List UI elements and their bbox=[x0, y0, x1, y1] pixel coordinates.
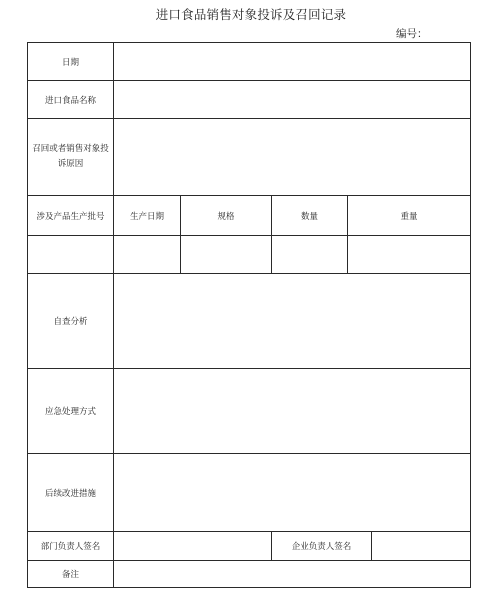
food-name-row bbox=[28, 81, 471, 119]
quantity-field[interactable] bbox=[272, 236, 348, 274]
remarks-row bbox=[28, 561, 471, 588]
food-name-field[interactable] bbox=[114, 81, 471, 119]
emergency-handling-field[interactable] bbox=[114, 369, 471, 454]
self-check-label: 自查分析 bbox=[28, 274, 114, 369]
food-name-label: 进口食品名称 bbox=[28, 81, 114, 119]
complaint-reason-field[interactable] bbox=[114, 119, 471, 196]
batch-label: 涉及产品生产批号 bbox=[28, 196, 114, 236]
complaint-reason-label: 召回或者销售对象投诉原因 bbox=[32, 144, 109, 169]
column-header-quantity: 数量 bbox=[272, 196, 348, 236]
emergency-row bbox=[28, 369, 471, 454]
company-head-signature-field[interactable] bbox=[372, 532, 471, 561]
production-date-field[interactable] bbox=[114, 236, 181, 274]
remarks-field[interactable] bbox=[114, 561, 471, 588]
page-title: 进口食品销售对象投诉及召回记录 bbox=[155, 7, 347, 22]
complaint-reason-row bbox=[28, 119, 471, 196]
batch-header-row bbox=[28, 196, 471, 236]
complaint-reason-cell bbox=[28, 119, 114, 196]
department-head-signature-field[interactable] bbox=[114, 532, 272, 561]
record-form-table bbox=[27, 42, 471, 588]
batch-data-row bbox=[28, 236, 471, 274]
improvement-measures-label: 后续改进措施 bbox=[28, 454, 114, 532]
department-head-signature-label: 部门负责人签名 bbox=[28, 532, 114, 561]
date-field[interactable] bbox=[114, 43, 471, 81]
signature-row bbox=[28, 532, 471, 561]
emergency-handling-label: 应急处理方式 bbox=[28, 369, 114, 454]
date-row bbox=[28, 43, 471, 81]
self-check-field[interactable] bbox=[114, 274, 471, 369]
company-head-signature-label: 企业负责人签名 bbox=[272, 532, 372, 561]
column-header-specification: 规格 bbox=[181, 196, 272, 236]
self-check-row bbox=[28, 274, 471, 369]
specification-field[interactable] bbox=[181, 236, 272, 274]
improvement-measures-field[interactable] bbox=[114, 454, 471, 532]
column-header-weight: 重量 bbox=[348, 196, 471, 236]
batch-number-field[interactable] bbox=[28, 236, 114, 274]
date-label: 日期 bbox=[28, 43, 114, 81]
weight-field[interactable] bbox=[348, 236, 471, 274]
remarks-label: 备注 bbox=[28, 561, 114, 588]
improvement-row bbox=[28, 454, 471, 532]
serial-number-label: 编号： bbox=[396, 28, 428, 40]
column-header-production-date: 生产日期 bbox=[114, 196, 181, 236]
